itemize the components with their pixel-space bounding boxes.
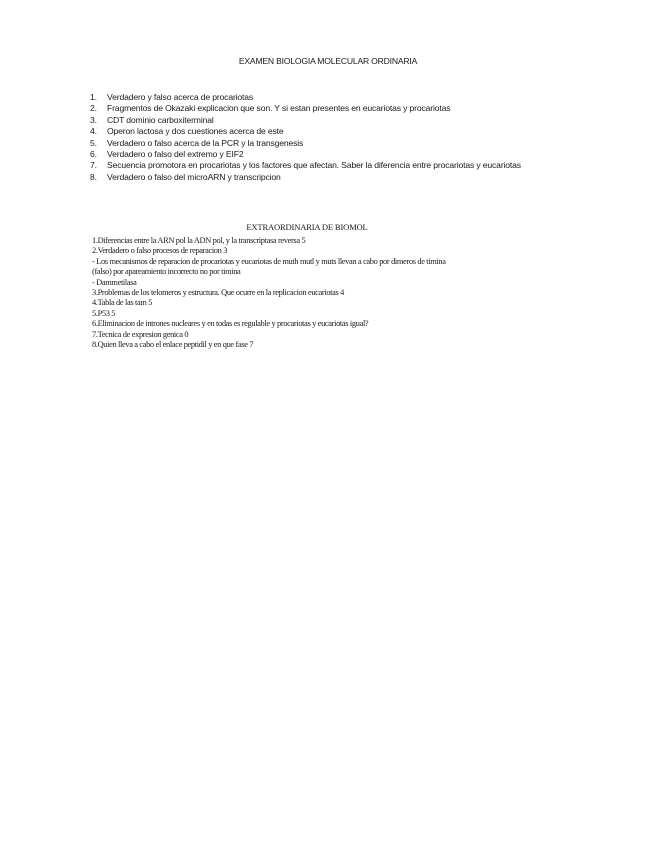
list-item	[90, 149, 521, 160]
list-item: - Dammetilasa	[92, 277, 137, 287]
list-item	[90, 92, 521, 103]
extraordinaria-title: EXTRAORDINARIA DE BIOMOL	[246, 222, 368, 232]
ordinaria-title: EXAMEN BIOLOGIA MOLECULAR ORDINARIA	[238, 56, 418, 66]
list-item: 6.Eliminacion de intrones nucleares y en todas es regulable y procariotas y eucariotas igual?	[92, 319, 369, 329]
list-item: 1.Diferencias entre la ARN pol la ADN pol, y la transcriptasa reversa 5	[92, 236, 306, 245]
item-number: 5.	[90, 137, 97, 148]
list-item: 5.P53 5	[92, 308, 116, 318]
list-item: 3.Problemas de los telomeros y estructura. Que ocurre en la replicacion eucariotas 4	[92, 287, 344, 297]
list-item	[90, 172, 521, 183]
item-number: 8.	[90, 171, 97, 182]
item-text: Verdadero o falso del microARN y transcripcion	[107, 171, 281, 182]
item-text: Fragmentos de Okazaki explicacion que son. Y si estan presentes en eucariotas y procariotas	[107, 103, 451, 114]
item-number: 3.	[90, 114, 97, 125]
list-item	[90, 115, 521, 126]
list-item	[90, 138, 521, 149]
item-number: 2.	[90, 103, 97, 114]
item-number: 6.	[90, 148, 97, 159]
list-item: (falso) por apareamiento incorrecto no por timina	[92, 267, 241, 277]
list-item	[90, 126, 521, 137]
list-item: 2.Verdadero o falso procesos de reparacion 3	[92, 246, 228, 256]
item-number: 7.	[90, 160, 97, 171]
item-number: 4.	[90, 126, 97, 137]
extraordinaria-question-list	[92, 236, 446, 350]
item-text: Secuencia promotora en procariotas y los factores que afectan. Saber la diferencia entre procariotas y eucariotas	[107, 160, 521, 171]
list-item	[90, 103, 521, 114]
list-item	[90, 160, 521, 171]
item-text: Verdadero o falso acerca de la PCR y la transgenesis	[107, 137, 304, 148]
item-number: 1.	[90, 92, 97, 102]
list-item: - Los mecanismos de reparacion de procariotas y eucariotas de muth mutl y muts llevan a cabo por dimeros de timina	[92, 256, 446, 266]
list-item: 7.Tecnica de expresion genica 0	[92, 329, 189, 339]
item-text: Verdadero y falso acerca de procariotas	[107, 92, 254, 102]
list-item: 8.Quien lleva a cabo el enlace peptidil y en que fase 7	[92, 339, 254, 349]
ordinaria-question-list	[90, 92, 521, 183]
list-item: 4.Tabla de las tam 5	[92, 298, 153, 308]
item-text: CDT dominio carboxiterminal	[107, 114, 214, 125]
item-text: Operon lactosa y dos cuestiones acerca de este	[107, 126, 284, 137]
item-text: Verdadero o falso del extremo y EIF2	[107, 148, 244, 159]
